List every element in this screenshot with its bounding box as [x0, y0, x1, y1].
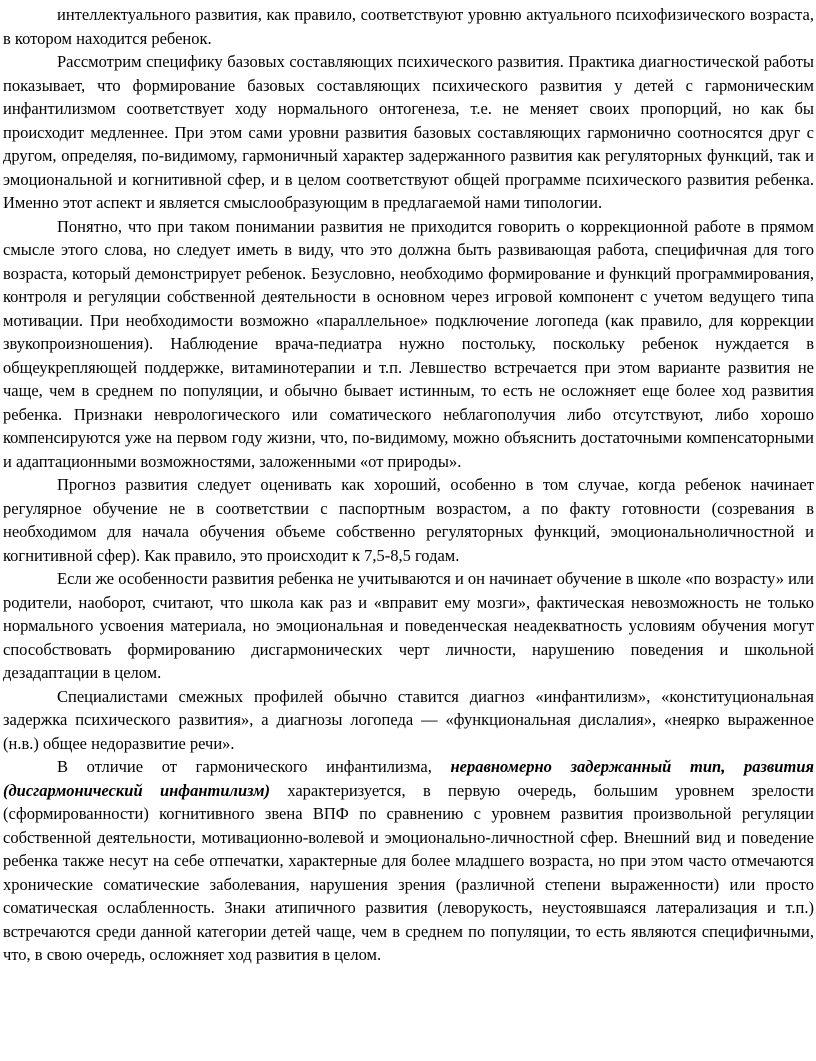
paragraph-5: Если же особенности развития ребенка не учитываются и он начинает обучение в школе «по возрасту» или родители, наоборот, считают, что школа как раз и «вправит ему мозги», фактическая невозможность не только нормального усвоения материала, но эмоциональная и поведенческая неадекватность условиям обучения могут способствовать формированию дисгармонических черт личности, нарушению поведения и школьной дезадаптации в целом. — [3, 569, 814, 682]
paragraph-7-rest: характеризуется, в первую очередь, большим уровнем зрелости (сформированности) когнитивного звена ВПФ по сравнению с уровнем развития произвольной регуляции собственной деятельности, мотивационно-волевой и эмоционально-личностной сфер. Внешний вид и поведение ребенка также несут на себе отпечатки, характерные для более младшего возраста, но при этом часто отмечаются хронические соматические заболевания, нарушения зрения (различной степени выраженности) или просто соматическая ослабленность. Знаки атипичного развития (леворукость, неустоявшаяся латерализация и т.п.) встречаются среди данной категории детей чаще, чем в среднем по популяции, то есть являются специфичными, что, в свою очередь, осложняет ход развития в целом. — [3, 780, 814, 964]
paragraph-7-emphasis: неравномерно задержанный тип, развития (дисгармонический инфантилизм) — [3, 757, 814, 800]
paragraph-7 — [3, 755, 814, 967]
paragraph-7-lead: В отличие от гармонического инфантилизма, — [57, 757, 451, 776]
paragraph-6: Специалистами смежных профилей обычно ставится диагноз «инфантилизм», «конституциональная задержка психического развития», а диагнозы логопеда — «функциональная дислалия», «неярко выраженное (н.в.) общее недоразвитие речи». — [3, 686, 814, 753]
paragraph-4: Прогноз развития следует оценивать как хороший, особенно в том случае, когда ребенок начинает регулярное обучение не в соответствии с паспортным возрастом, а по факту готовности (созревания в необходимом для начала обучения объеме собственно регуляторных функций, эмоциональноличностной и когнитивной сфер). Как правило, это происходит к 7,5-8,5 годам. — [3, 475, 814, 565]
paragraph-1: интеллектуального развития, как правило, соответствуют уровню актуального психофизического возраста, в котором находится ребенок. — [3, 5, 814, 48]
paragraph-3: Понятно, что при таком понимании развития не приходится говорить о коррекционной работе в прямом смысле этого слова, но следует иметь в виду, что это должна быть развивающая работа, специфичная для того возраста, который демонстрирует ребенок. Безусловно, необходимо формирование и функций программирования, контроля и регуляции собственной деятельности в основном через игровой компонент с учетом ведущего типа мотивации. При необходимости возможно «параллельное» подключение логопеда (как правило, для коррекции звукопроизношения). Наблюдение врача-педиатра нужно постольку, поскольку ребенок нуждается в общеукрепляющей поддержке, витаминотерапии и т.п. Левшество встречается при этом варианте развития не чаще, чем в среднем по популяции, и обычно бывает истинным, то есть не осложняет еще более ход развития ребенка. Признаки неврологического или соматического неблагополучия либо отсутствуют, либо хорошо компенсируются уже на первом году жизни, что, по-видимому, можно объяснить достаточными компенсаторными и адаптационными возможностями, заложенными «от природы». — [3, 216, 814, 471]
paragraph-2: Рассмотрим специфику базовых составляющих психического развития. Практика диагностической работы показывает, что формирование базовых составляющих психического развития у детей с гармоническим инфантилизмом соответствует ходу нормального онтогенеза, т.е. не меняет своих пропорций, но как бы происходит медленнее. При этом сами уровни развития базовых составляющих гармонично соотносятся друг с другом, определяя, по-видимому, гармоничный характер задержанного развития как регуляторных функций, так и эмоциональной и когнитивной сфер, и в целом соответствуют общей программе психического развития ребенка. Именно этот аспект и является смыслообразующим в предлагаемой нами типологии. — [3, 52, 814, 212]
